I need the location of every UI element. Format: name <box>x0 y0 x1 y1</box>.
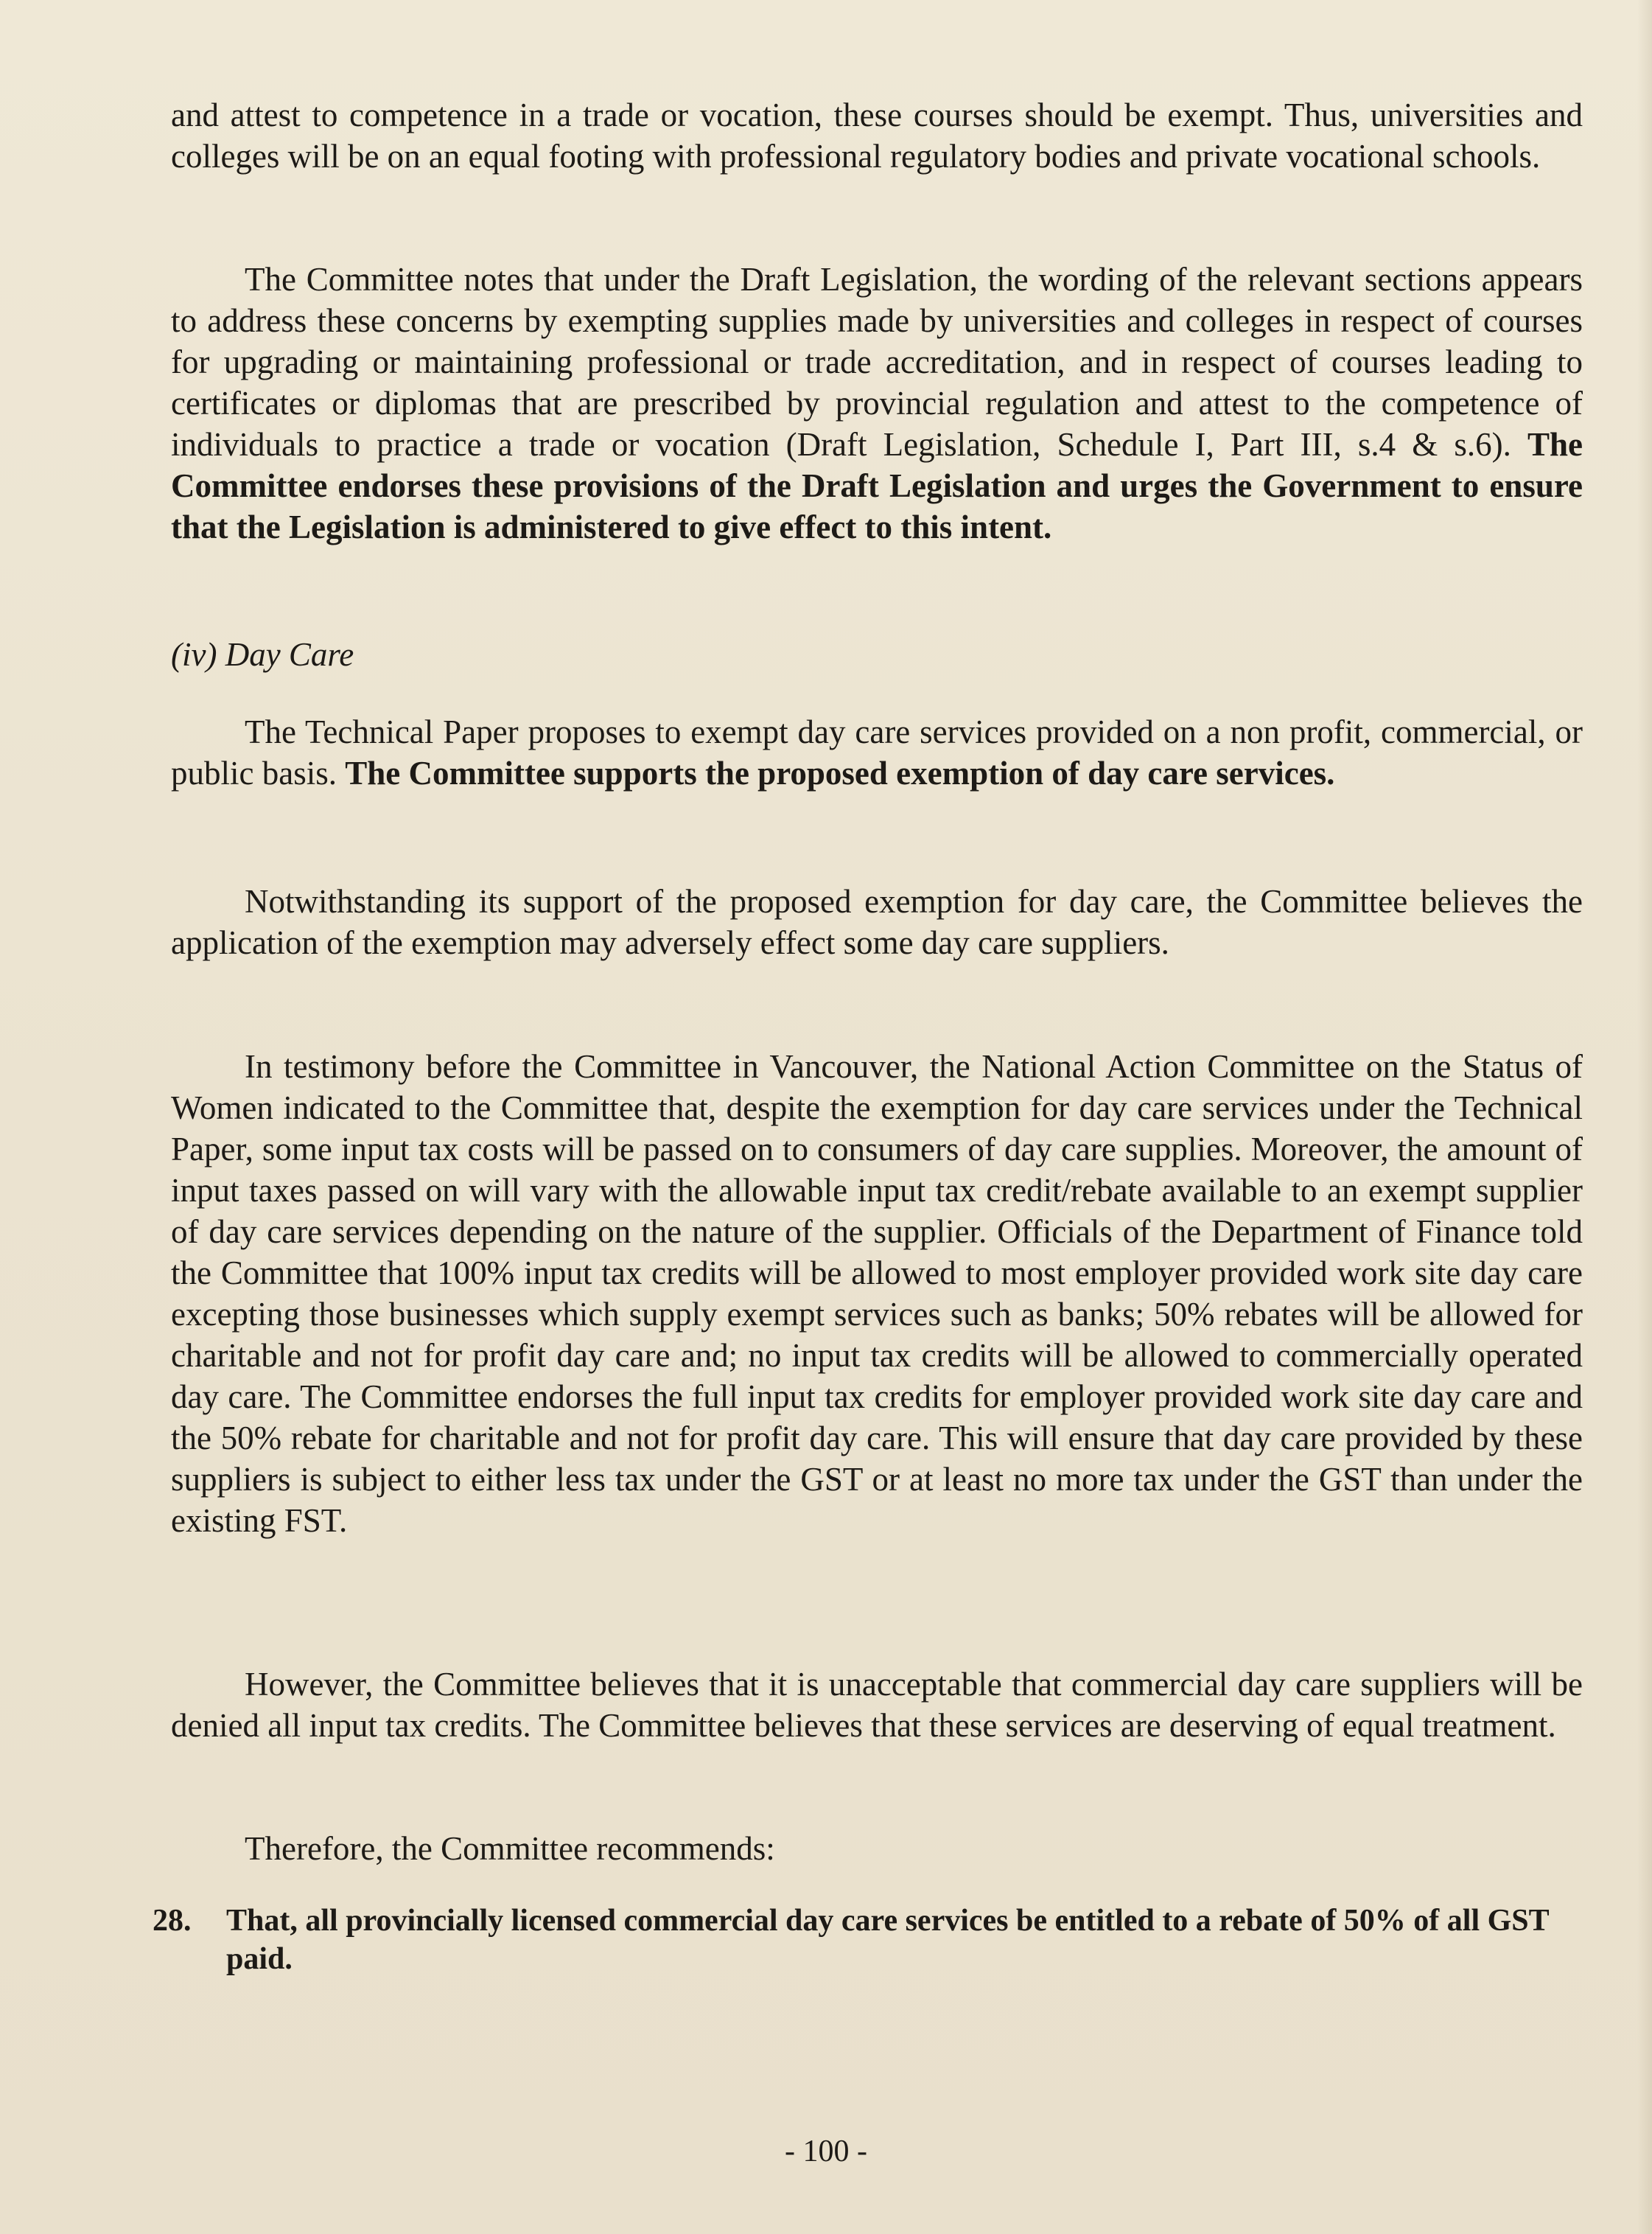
paragraph-technical-paper <box>171 711 1583 794</box>
paragraph-bold-text: The Committee endorses these provisions of the Draft Legislation and urges the Government to ensure that the Legislation is administered to give effect to this intent. <box>171 426 1583 545</box>
paragraph-plain-text: The Technical Paper proposes to exempt day care services provided on a non profit, commercial, or public basis. <box>171 713 1583 792</box>
paragraph-therefore <box>171 1828 1583 1869</box>
paragraph-however <box>171 1664 1583 1746</box>
recommendation-text: That, all provincially licensed commercial day care services be entitled to a rebate of 50% of all GST paid. <box>226 1904 1549 1976</box>
paragraph-text <box>171 259 1583 548</box>
section-heading-day-care: (iv) Day Care <box>171 636 354 673</box>
paragraph-notwithstanding <box>171 881 1583 963</box>
page-number: - 100 - <box>785 2134 867 2168</box>
paragraph-text: Therefore, the Committee recommends: <box>245 1830 775 1867</box>
recommendation-28 <box>153 1902 1589 1990</box>
paragraph-text: However, the Committee believes that it is unacceptable that commercial day care suppliers will be denied all input tax credits. The Committee believes that these services are deserving of equal treatment. <box>171 1666 1583 1744</box>
recommendation-number: 28. <box>153 1904 192 1938</box>
paragraph-text: Notwithstanding its support of the proposed exemption for day care, the Committee believes the application of the exemption may adversely effect some day care suppliers. <box>171 883 1583 961</box>
paragraph-text: and attest to competence in a trade or vocation, these courses should be exempt. Thus, universities and colleges will be on an equal footing with professional regulatory bodies and private vocational schools. <box>171 97 1583 175</box>
paragraph-draft-legislation <box>171 259 1583 548</box>
paragraph-text <box>171 711 1583 794</box>
page-edge-shadow <box>1637 0 1652 2234</box>
paragraph-bold-text: The Committee supports the proposed exemption of day care services. <box>345 755 1335 792</box>
paragraph-testimony <box>171 1046 1583 1541</box>
paragraph-text: In testimony before the Committee in Vancouver, the National Action Committee on the Status of Women indicated to the Committee that, despite the exemption for day care services under the Technical Paper, some input tax costs will be passed on to consumers of day care supplies. Moreover, the amount of input taxes passed on will vary with the allowable input tax credit/rebate available to an exempt supplier of day care services depending on the nature of the supplier. Officials of the Department of Finance told the Committee that 100% input tax credits will be allowed to most employer provided work site day care excepting those businesses which supply exempt services such as banks; 50% rebates will be allowed for charitable and not for profit day care and; no input tax credits will be allowed to commercially operated day care. The Committee endorses the full input tax credits for employer provided work site day care and the 50% rebate for charitable and not for profit day care. This will ensure that day care provided by these suppliers is subject to either less tax under the GST or at least no more tax under the GST than under the existing FST. <box>171 1048 1583 1539</box>
paragraph-continuation <box>171 94 1583 177</box>
paragraph-plain-text: The Committee notes that under the Draft Legislation, the wording of the relevant sections appears to address these concerns by exempting supplies made by universities and colleges in respect of courses for upgrading or maintaining professional or trade accreditation, and in respect of courses leading to certificates or diplomas that are prescribed by provincial regulation and attest to the competence of individuals to practice a trade or vocation (Draft Legislation, Schedule I, Part III, s.4 & s.6). <box>171 261 1583 463</box>
